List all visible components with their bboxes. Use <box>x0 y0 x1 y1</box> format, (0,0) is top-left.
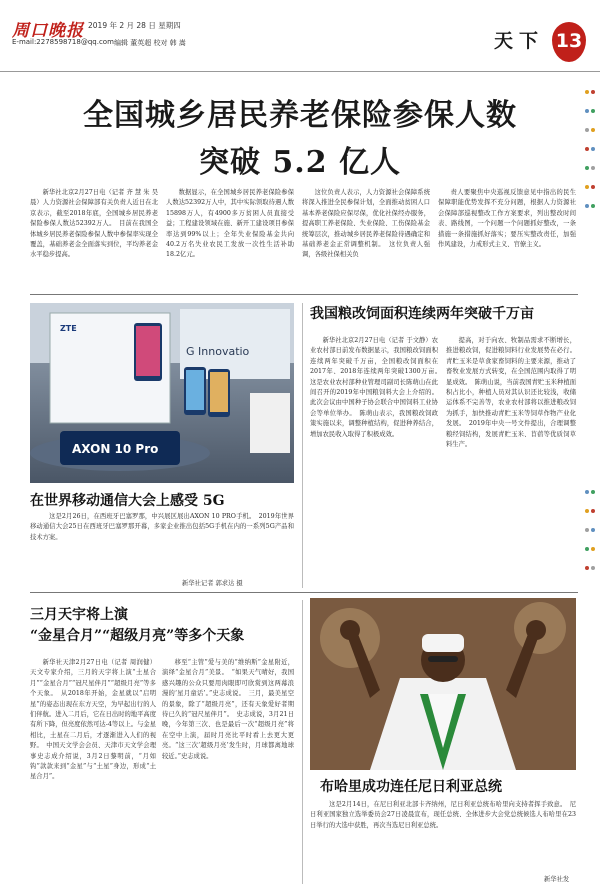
astronomy-headline-1: 三月天宇将上演 <box>30 607 128 623</box>
newspaper-logo: 周口晚报 <box>12 21 84 41</box>
section-divider <box>30 294 578 295</box>
masthead <box>0 0 600 72</box>
brand-text: ZTE <box>60 324 77 333</box>
decorative-dots-icon <box>584 480 598 575</box>
editor-credits: 编辑 董英超 校对 韩 嵩 <box>114 39 186 47</box>
column-divider <box>302 303 303 588</box>
section-title: 天下 <box>494 30 545 52</box>
section-divider <box>30 592 578 593</box>
page-number-badge: 13 <box>552 22 586 62</box>
banner-text: G Innovatio <box>186 345 250 358</box>
astronomy-col1: 新华社天津2月27日电（记者 周润健）天文专家介绍，三月的天宇将上演“土星合月”“金星合月”“冠尺星伴月”“超级月亮”等多个天象。 从2018年开始，金星就以“启明星”的姿态出现在东方天空，为早起出行的人们伴航。进入二月后，它在日出时的地平高度有所下降，但亮度依然可达-4等以上。与金星相比，土星在二月后，才逐渐进入人们的视野。 中国天文学会会员、天津市天文学会理事史志成介绍说，3月2日黎明前，“月如钩”款款来到“金星”与“土星”身边，形成“土星合月”。 <box>30 659 156 781</box>
column-divider <box>302 600 303 884</box>
photo-5g-credit: 新华社记者 郭求达 摄 <box>182 580 243 587</box>
photo-5g-expo <box>30 303 294 483</box>
buhari-body: 这是2月14日，在尼日利亚北部卡齐纳州，尼日利亚总统布哈里向支持者挥手致意。 尼日利亚国家独立选举委员会27日凌晨宣布，现任总统、全体进步大会党总统候选人布哈里在23日举行的大选中获胜，再次当选尼日利亚总统。 <box>310 801 576 829</box>
buhari-caption: 布哈里成功连任尼日利亚总统 <box>320 779 502 795</box>
photo-buhari-scene <box>310 598 576 770</box>
issue-date: 2019 年 2 月 28 日 星期四 <box>88 21 181 30</box>
grain-story-col1: 新华社北京2月27日电（记者 于文静）农业农村部日前发布数据显示，我国粮改饲面积连续两年突破千万亩，全国粮改饲面积在2017年、2018年连续两年突破1300万亩。 这是农业农村部种业管理司副司长陈萌山在此间召开的2019年中国粮饲料大会上介绍的。此次会议由中国种子协会联合中国饲料工业协会等单位举办。 陈萌山表示，我国粮改饲政策实施以来，调整种植结构，促进种养结合，增加农民收入取得了积极成效。 <box>310 337 445 438</box>
caption-5g-body: 这是2月26日，在西班牙巴塞罗那，中兴展区展出AXON 10 PRO手机。 2019年世界移动通信大会25日在西班牙巴塞罗那开幕，多家企业推出包括5G手机在内的一系列5G产品和技术方案。 <box>30 513 294 541</box>
pension-story-col4: 责人要聚焦中央巡视反馈意见中指出的民生保障职能优势发挥不充分问题，根据人力资源社会保障部巡视整改工作方案要求，列出整改时间表、路线图，一个问题一个问题抓好整改，一条措施一条措施抓好落实；要压实整改责任，加强作风建设，力戒形式主义、官僚主义。 <box>438 189 576 249</box>
photo-5g-scene <box>30 303 294 483</box>
photo-buhari <box>310 598 576 770</box>
decorative-dots-icon <box>584 80 598 213</box>
pension-story-col3: 这位负责人表示，人力资源社会保障系统将深入推进全民参保计划，全面推动贫困人口基本养老保险应保尽保，优化社保经办服务，提高职工养老保险、失业保险、工伤保险基金统筹层次，推动城乡居民养老保险待遇确定和基础养老金正常调整机制。 这位负责人强调，各级社保相关负 <box>302 189 430 259</box>
contact-email: E-mail:2278598718@qq.com <box>12 38 114 46</box>
main-headline-line2: 突破 5.2 亿人 <box>198 145 402 180</box>
grain-story-headline: 我国粮改饲面积连续两年突破千万亩 <box>310 306 534 322</box>
main-headline-line1: 全国城乡居民养老保险参保人数 <box>83 98 517 133</box>
pension-story-col1: 新华社北京2月27日电（记者 齐 慧 朱 昊 晨）人力资源社会保障部有关负责人近日在北京表示，截至2018年底，全国城乡居民养老保险参保人数达52392万人。 目前在我国全体城乡居民养老保险参保人数中参保率实现全覆盖，基础养老金全面落实到位，平均养老金水平稳步提高。 <box>30 189 158 259</box>
product-text: AXON 10 Pro <box>72 442 159 456</box>
caption-5g: 在世界移动通信大会上感受 5G <box>30 493 225 509</box>
buhari-credit: 新华社发 <box>544 876 570 883</box>
astronomy-col2: 移至“主管”爱与美的“维纳斯”金星附近，演绎“金星合月”美景。 “如果天气晴好，我国感兴趣的公众只要用肉眼即可欣赏到这两幕浪漫的‘星月童话’。”史志成说。 三月，最美星空的景象，除了“超级月亮”，还有天象爱好者期待已久的“冠尺星伴月”。 史志成说，3月21日晚，今年第三次、也是最后一次“超级月亮”将在空中上演，届时月亮比平时看上去更大更亮。“这三次‘超级月亮’发生时，月球都离地球较近。”史志成说。 <box>162 659 294 760</box>
pension-story-col2: 数据显示，在全国城乡居民养老保险参保人数达52392万人中，其中实际领取待遇人数15898万人，有4900多万贫困人员直接受益；工程建设领域在施、新开工建设项目参保率达到99%以上；全年失业保险基金共向40.2万名失业农民工发放一次性生活补助18.2亿元。 <box>166 189 294 259</box>
grain-story-col2: 提高，对于向农、牧制品需求不断增长，推进粮改饲，促进粮饲料行业发展势在必行。青贮玉米是草食家畜饲料的主要来源，推动了畜牧业发展方式转变，在全国范围内取得了明显成效。 陈萌山说，当前我国青贮玉米种植面积占比小，种植人员对其认识还比较浅，收储运体系不完善等，农业农村部将以推进粮改饲为抓手，加快推动青贮玉米等饲草作物产业化发展。 2019年中央一号文件提出，合理调整粮经饲结构，发展青贮玉米、苜蓿等优质饲草料生产。 <box>446 337 576 449</box>
astronomy-headline-2: “金星合月”“超级月亮”等多个天象 <box>30 628 245 644</box>
